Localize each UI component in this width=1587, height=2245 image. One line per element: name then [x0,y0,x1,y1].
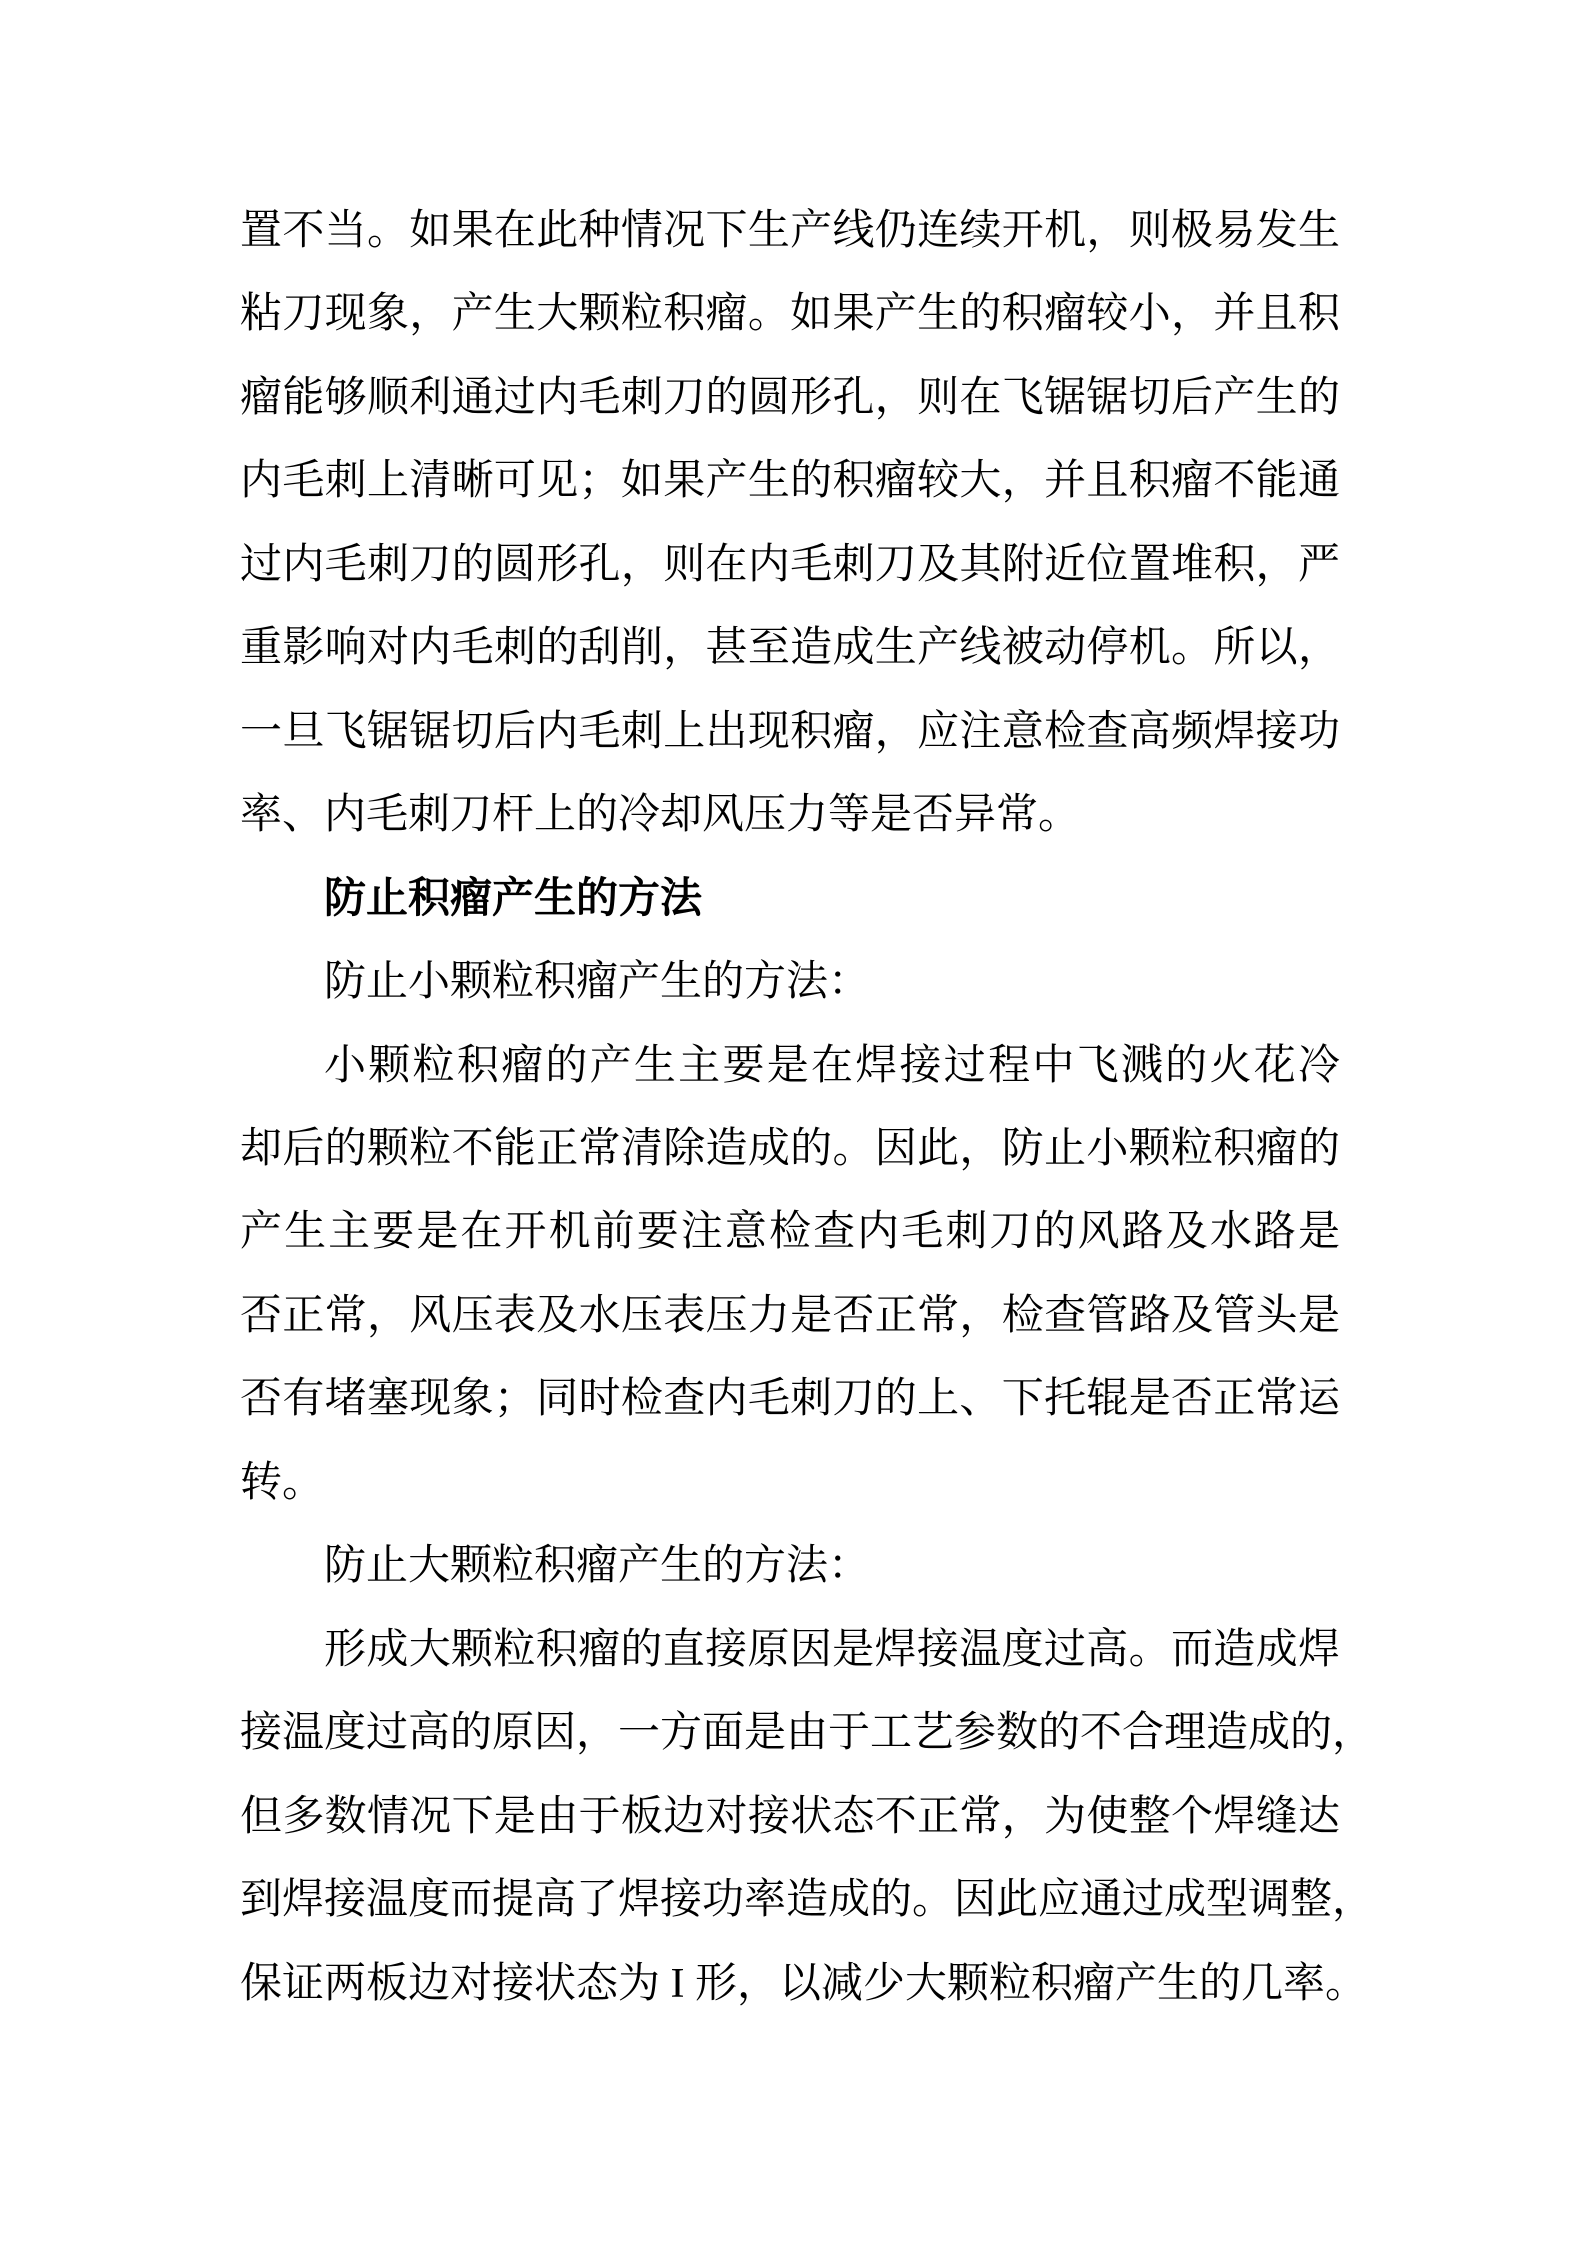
text-line: 置不当。如果在此种情况下生产线仍连续开机，则极易发生 [240,208,1340,254]
text-line: 但多数情况下是由于板边对接状态不正常，为使整个焊缝达 [240,1793,1340,1840]
text-line: 产生主要是在开机前要注意检查内毛刺刀的风路及水路是 [240,1209,1340,1256]
text-line: 一旦飞锯锯切后内毛刺上出现积瘤，应注意检查高频焊接功 [240,708,1340,755]
text-line: 瘤能够顺利通过内毛刺刀的圆形孔，则在飞锯锯切后产生的 [240,374,1340,421]
section-heading: 防止积瘤产生的方法 [324,875,703,922]
text-line: 率、内毛刺刀杆上的冷却风压力等是否异常。 [240,792,1081,839]
text-line: 却后的颗粒不能正常清除造成的。因此，防止小颗粒积瘤的 [240,1125,1340,1172]
text-line: 转。 [240,1459,325,1506]
document-body [240,190,1375,2026]
text-line: 接温度过高的原因，一方面是由于工艺参数的不合理造成的， [240,1710,1375,1757]
text-line: 重影响对内毛刺的刮削，甚至造成生产线被动停机。所以， [240,625,1340,672]
text-line: 过内毛刺刀的圆形孔，则在内毛刺刀及其附近位置堆积，严 [240,541,1340,588]
text-line: 小颗粒积瘤的产生主要是在焊接过程中飞溅的火花冷 [324,1042,1340,1089]
text-line: 内毛刺上清晰可见；如果产生的积瘤较大，并且积瘤不能通 [240,458,1340,505]
text-line: 否有堵塞现象；同时检查内毛刺刀的上、下托辊是否正常运 [240,1376,1340,1423]
text-line: 形成大颗粒积瘤的直接原因是焊接温度过高。而造成焊 [324,1626,1340,1673]
text-line: 保证两板边对接状态为 I 形，以减少大颗粒积瘤产生的几率。 [240,1960,1367,2007]
text-line: 到焊接温度而提高了焊接功率造成的。因此应通过成型调整， [240,1877,1375,1924]
text-line: 否正常，风压表及水压表压力是否正常，检查管路及管头是 [240,1292,1340,1339]
text-line: 粘刀现象，产生大颗粒积瘤。如果产生的积瘤较小，并且积 [240,291,1340,338]
text-line: 防止小颗粒积瘤产生的方法： [324,959,871,1006]
text-line: 防止大颗粒积瘤产生的方法： [324,1543,871,1590]
